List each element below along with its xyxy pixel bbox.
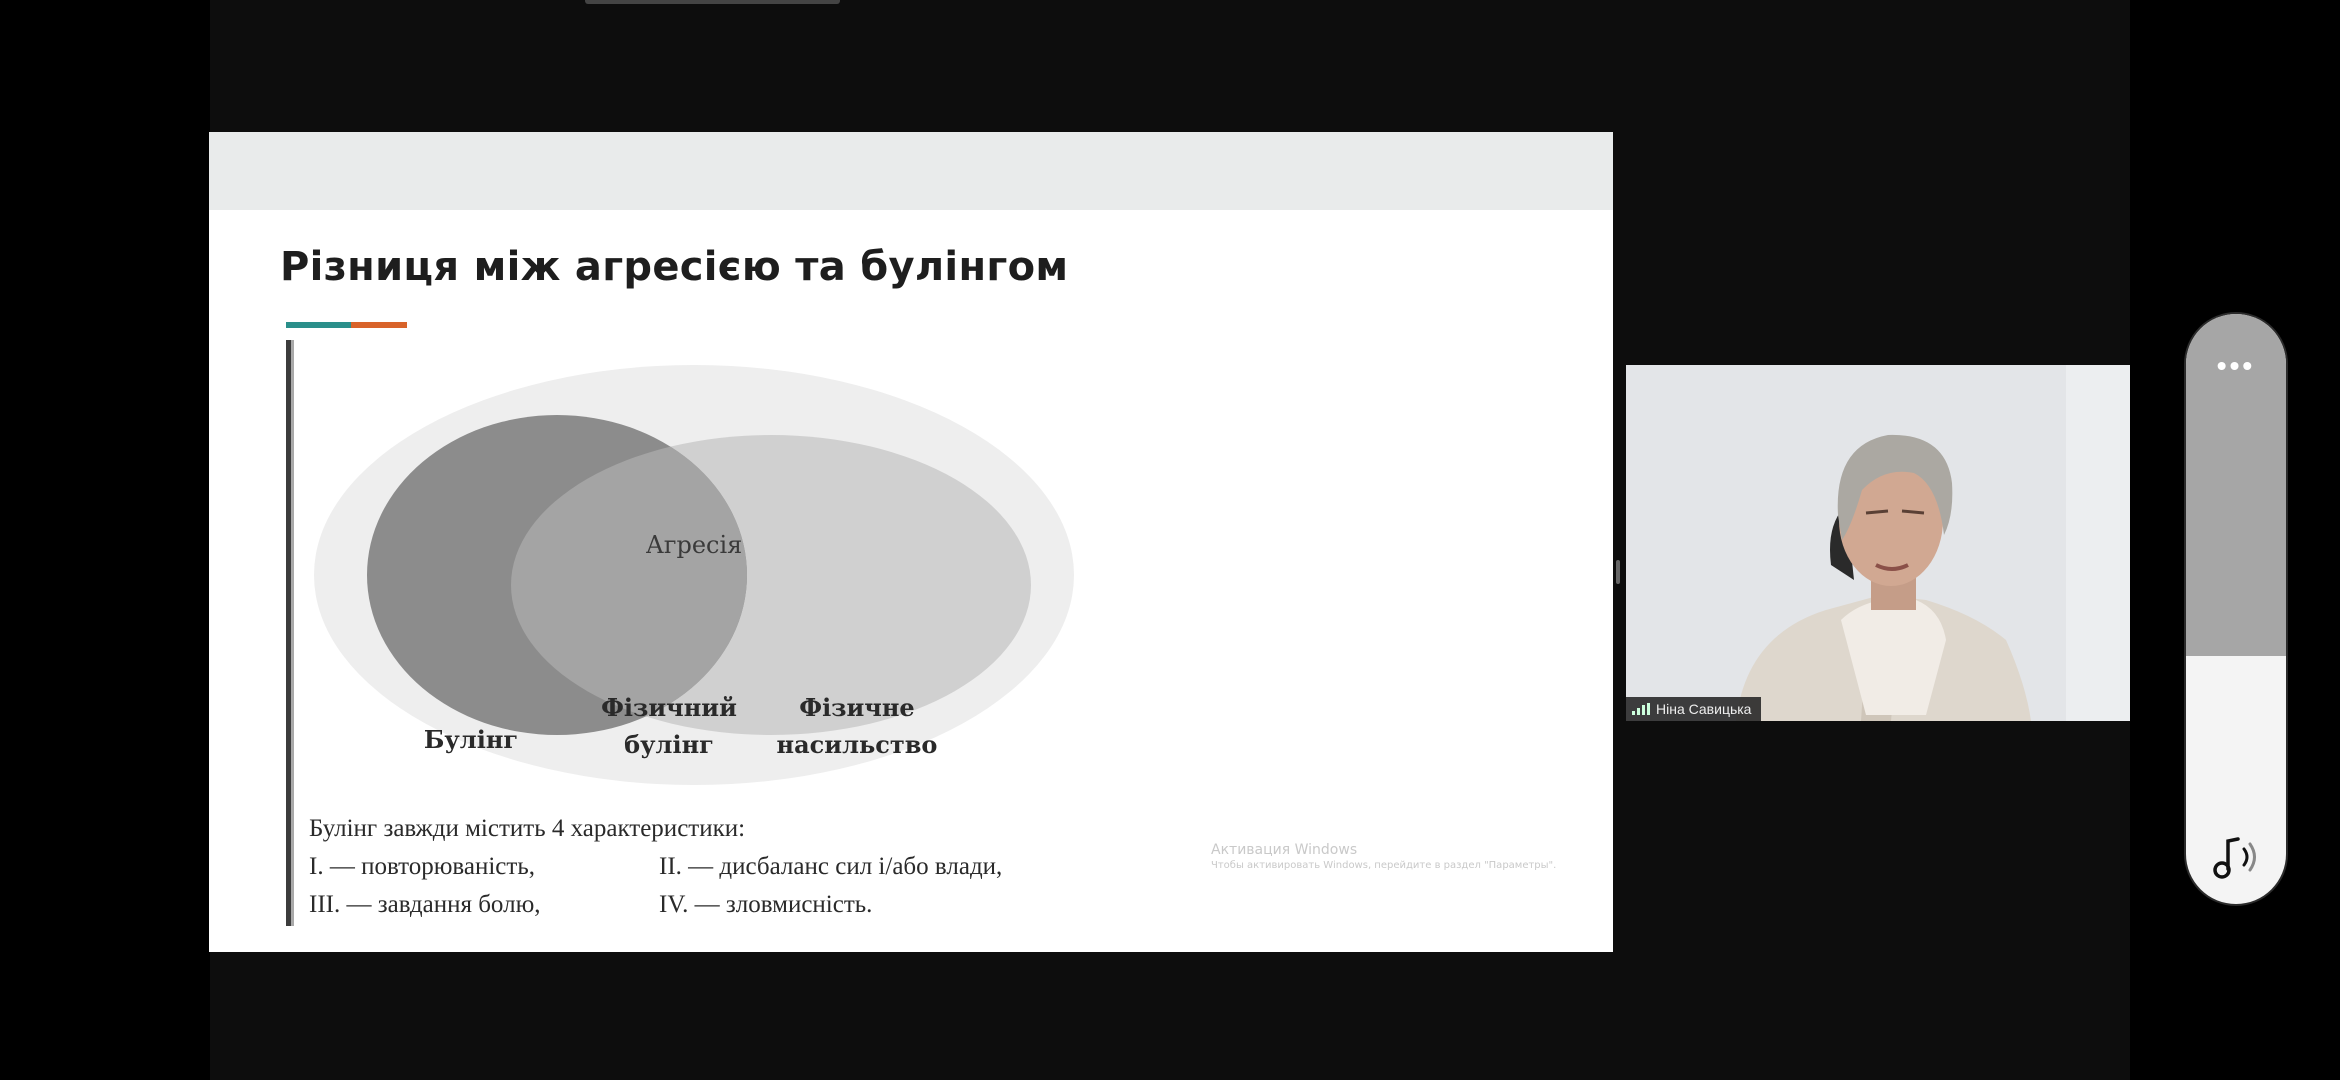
characteristic-3: III. — завдання болю, [309, 891, 541, 918]
characteristics-row-2 [309, 886, 873, 924]
participant-video-image [1626, 365, 2130, 721]
title-underline-orange [351, 322, 407, 328]
venn-label-overlap-2: булінг [624, 730, 714, 759]
slide-header-band [209, 132, 1613, 210]
participant-video-tile[interactable] [1626, 365, 2130, 721]
signal-bars-icon [1632, 703, 1650, 715]
venn-label-overlap-1: Фізичний [601, 693, 737, 722]
slide-left-rule [286, 340, 294, 926]
venn-label-aggression: Агресія [645, 531, 743, 559]
characteristic-4: IV. — зловмисність. [659, 891, 873, 918]
characteristic-1: I. — повторюваність, [309, 853, 535, 880]
venn-label-violence-2: насильство [776, 730, 938, 759]
characteristics-intro: Булінг завжди містить 4 характеристики: [309, 815, 746, 842]
split-resize-handle[interactable] [1616, 560, 1620, 584]
status-bar-handle[interactable] [585, 0, 840, 4]
bullying-characteristics [309, 810, 1003, 924]
venn-label-violence-1: Фізичне [799, 693, 915, 722]
characteristics-row-1 [309, 848, 1003, 886]
more-horizontal-icon[interactable]: ••• [2216, 350, 2256, 381]
music-note-sound-icon[interactable] [2208, 829, 2264, 885]
volume-panel[interactable] [2186, 314, 2286, 904]
characteristic-2: II. — дисбаланс сил і/або влади, [659, 853, 1003, 880]
watermark-line-1: Активация Windows [1211, 842, 1358, 858]
windows-activation-watermark [1211, 842, 1556, 871]
participant-name-tag [1626, 697, 1761, 721]
watermark-line-2: Чтобы активировать Windows, перейдите в раздел "Параметры". [1211, 860, 1557, 871]
participant-name: Ніна Савицька [1656, 701, 1752, 717]
venn-label-bullying: Булінг [423, 725, 519, 754]
venn-diagram [309, 360, 1079, 790]
slide-title: Різниця між агресією та булінгом [280, 244, 1069, 290]
presentation-slide [209, 132, 1613, 952]
title-underline-teal [286, 322, 351, 328]
